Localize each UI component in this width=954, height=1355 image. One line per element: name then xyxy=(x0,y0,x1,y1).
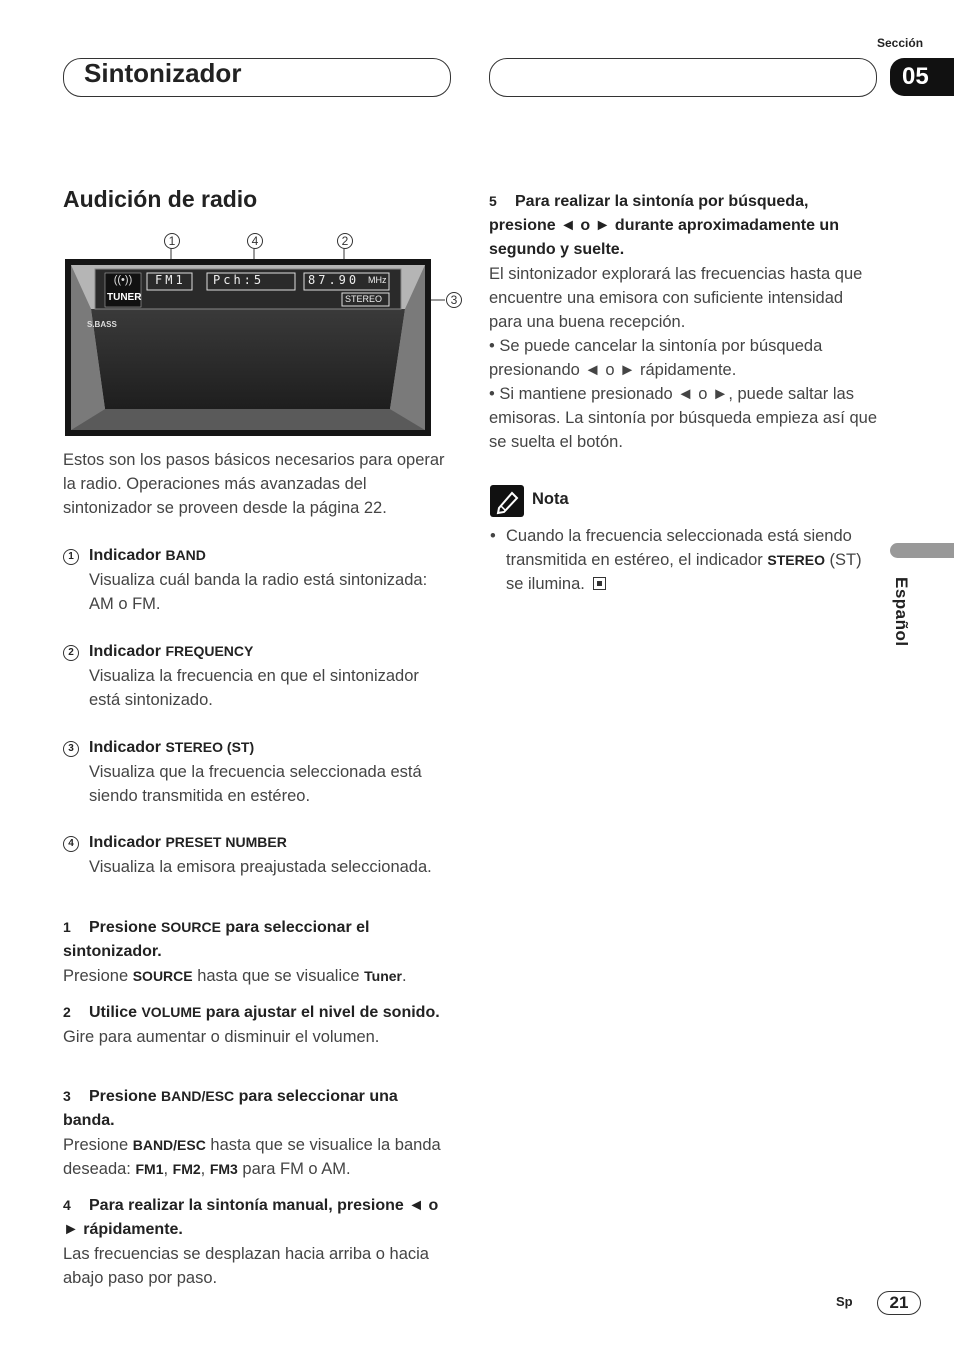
lcd-tuner: TUNER xyxy=(107,292,142,303)
callout-2: 2 xyxy=(337,233,353,249)
lcd-pch: Pch:5 xyxy=(213,273,265,287)
step-3: 3 Presione BAND/ESC para seleccionar una banda. Presione BAND/ESC hasta que se visualice la banda deseada: FM1, FM2, FM3 para FM o AM. xyxy=(63,1088,441,1178)
lcd-sbass: S.BASS xyxy=(87,320,117,329)
note-title: Nota xyxy=(532,490,569,508)
indicator-frequency: 2 Indicador FREQUENCY Visualiza la frecuencia en que el sintonizador está sintonizado. xyxy=(63,639,453,712)
note-bullet-icon: • xyxy=(490,527,496,545)
lcd-unit: MHz xyxy=(368,275,387,285)
language-label: Español xyxy=(892,577,911,647)
note-text: Cuando la frecuencia seleccionada está siendo transmitida en estéreo, el indicador STEREO (ST) se ilumina. xyxy=(506,527,862,593)
step-5-bullet-2: • Si mantiene presionado ◄ o ►, puede saltar las emisoras. La sintonía por búsqueda empieza así que se suelta el botón. xyxy=(489,385,877,451)
page-number: 21 xyxy=(877,1291,921,1315)
step-5: 5 Para realizar la sintonía por búsqueda, presione ◄ o ► durante aproximadamente un segundo y suelte. El sintonizador explorará las frecuencias hasta que encuentre una emisora con suficiente intensidad para una buena recepción. • Se puede cancelar la sintonía por búsqueda presionando ◄ o ► rápidamente. • Si mantiene presionado ◄ o ►, puede saltar las emisoras. La sintonía por búsqueda empieza así que se suelta el botón. xyxy=(489,189,879,454)
empty-title-box xyxy=(489,58,877,97)
indicator-stereo: 3 Indicador STEREO (ST) Visualiza que la frecuencia seleccionada está siendo transmitida en estéreo. xyxy=(63,735,453,808)
step-1: 1 Presione SOURCE para seleccionar el sintonizador. Presione SOURCE hasta que se visualice Tuner. xyxy=(63,919,407,985)
note-pencil-icon xyxy=(490,485,524,517)
intro-text: Estos son los pasos básicos necesarios para operar la radio. Operaciones más avanzadas del sintonizador se proveen desde la página 22. xyxy=(63,451,445,517)
callout-1: 1 xyxy=(164,233,180,249)
step-2: 2 Utilice VOLUME para ajustar el nivel de sonido. Gire para aumentar o disminuir el volumen. xyxy=(63,1004,440,1046)
section-badge: 05 xyxy=(890,58,954,96)
language-tab xyxy=(890,543,954,558)
indicator-preset: 4 Indicador PRESET NUMBER Visualiza la emisora preajustada seleccionada. xyxy=(63,830,453,879)
step-4: 4 Para realizar la sintonía manual, presione ◄ o ► rápidamente. Las frecuencias se desplazan hacia arriba o hacia abajo paso por paso. xyxy=(63,1197,439,1287)
section-label: Sección xyxy=(877,36,924,50)
section-heading: Audición de radio xyxy=(63,186,258,212)
lcd-antenna-icon: ((•)) xyxy=(113,274,133,286)
lcd-fm: FM1 xyxy=(155,273,186,287)
callout-4: 4 xyxy=(247,233,263,249)
lcd-display xyxy=(65,259,431,436)
step-5-bullet-1: • Se puede cancelar la sintonía por búsqueda presionando ◄ o ► rápidamente. xyxy=(489,337,823,379)
callout-3: 3 xyxy=(446,292,462,308)
indicator-band: 1 Indicador BAND Visualiza cuál banda la radio está sintonizada: AM o FM. xyxy=(63,543,453,616)
lcd-stereo: STEREO xyxy=(345,294,383,304)
lcd-frequency: 87.90 xyxy=(308,273,360,287)
lang-code: Sp xyxy=(836,1294,853,1309)
end-square-icon xyxy=(593,577,606,590)
page-title: Sintonizador xyxy=(84,58,242,88)
